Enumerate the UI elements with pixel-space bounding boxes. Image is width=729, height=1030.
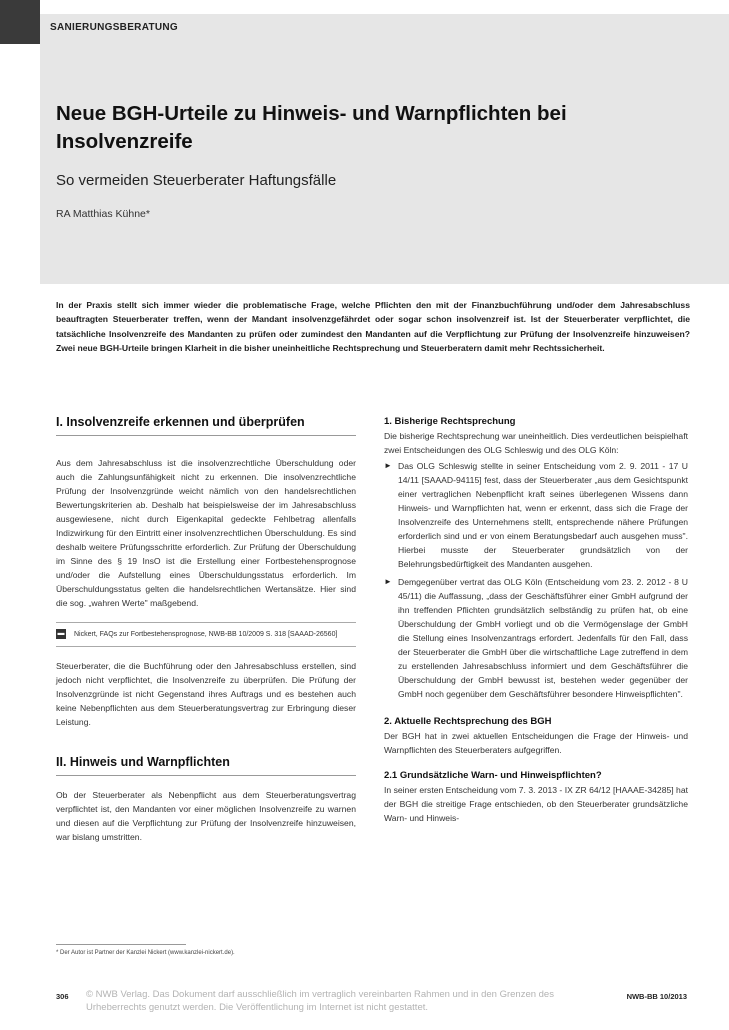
author-line: RA Matthias Kühne* xyxy=(56,208,150,220)
subheading-2: 2. Aktuelle Rechtsprechung des BGH xyxy=(384,716,552,727)
page-number: 306 xyxy=(56,992,69,1001)
section-label: SANIERUNGSBERATUNG xyxy=(40,14,729,44)
right-column xyxy=(384,415,688,825)
list-item xyxy=(384,459,688,571)
paragraph: Ob der Steuerberater als Nebenpflicht aus dem Steuerberatungsvertrag verpflichtet ist, den Mandanten vor einer möglichen Insolvenzreife zu warnen und diesen auf die Verpflichtung zur Prüfung der Insolvenzreife hinzuweisen, war bislang umstritten. xyxy=(56,790,356,842)
left-column xyxy=(56,415,356,844)
paragraph: Steuerberater, die die Buchführung oder den Jahresabschluss erstellen, sind jedoch nicht verpflichtet, die Insolvenzreife zu überprüfen. Die Prüfung der Insolvenzgründe ist nicht Gegenstand ihres Auftrags und es bestehen auch keine Nebenpflichten aus dem Steuerberatungsvertrag zur Erbringung dieser Leistung. xyxy=(56,661,356,727)
paragraph: Der BGH hat in zwei aktuellen Entscheidungen die Frage der Hinweis- und Warnpflichten des Steuerberaters aufgegriffen. xyxy=(384,731,688,755)
paragraph: In seiner ersten Entscheidung vom 7. 3. 2013 - IX ZR 64/12 [HAAAE-34285] hat der BGH die streitige Frage entschieden, ob den Steuerberater grundsätzliche Warn- und Hinweis- xyxy=(384,785,688,823)
article-title: Neue BGH-Urteile zu Hinweis- und Warnpflichten bei Insolvenzreife xyxy=(56,102,567,153)
section-heading-1: I. Insolvenzreife erkennen und überprüfen xyxy=(56,415,356,436)
reference-note xyxy=(56,622,356,647)
copyright-notice: © NWB Verlag. Das Dokument darf ausschließlich im vertraglich vereinbarten Rahmen und in den Grenzen des Urheberrechts genutzt werden. Die Veröffentlichung im Internet ist nicht gestattet. xyxy=(86,989,554,1013)
list-item-text: Demgegenüber vertrat das OLG Köln (Entscheidung vom 23. 2. 2012 - 8 U 45/11) die Auffassung, „dass der Geschäftsführer einer GmbH aufgrund der ihn treffenden Pflichten grundsätzlich selbständig zu prüfen hat, ob eine Überschuldung der GmbH vorliegt und ob die Vermögenslage der GmbH die Stellung eines Insolvenzantrags erfordert. Jedenfalls für den Fall, dass der Steuerberater die GmbH über die wirtschaftliche Lage zutreffend in dem zu erstellenden Jahresabschluss informiert und dem Geschäftsführer die Überschuldung der GmbH bewusst ist, bestehen weder gegenüber der GmbH noch gegenüber dem Geschäftsführer besondere Hinweispflichten". xyxy=(398,577,688,699)
paragraph: Aus dem Jahresabschluss ist die insolvenzrechtliche Überschuldung oder auch die Zahlungsunfähigkeit nicht zu erkennen. Die insolvenzrechtliche Prüfung der Insolvenzgründe weicht nämlich von den handelsrechtlichen Bewertungskriterien ab. Deshalb hat beispielsweise der im Jahresabschluss ausgewiesene, nicht durch Eigenkapital gedeckte Fehlbetrag allenfalls Indizwirkung für den Eintritt einer insolvenzrechtlichen Überschuldung. Es sind deshalb weitere Prüfungsschritte erforderlich. Zur Prüfung der Überschuldung im Sinne des § 19 InsO ist die Erstellung einer Fortbestehensprognose und/oder die Aufstellung eines Überschuldungsstatus erforderlich. Im Überschuldungsstatus gelten die handelsrechtlichen Wertansätze. Hier sind die sog. „wahren Werte" maßgebend. xyxy=(56,458,356,608)
note-icon: ▬ xyxy=(57,630,65,637)
subheading-1: 1. Bisherige Rechtsprechung xyxy=(384,416,516,427)
footnote: * Der Autor ist Partner der Kanzlei Nickert (www.kanzlei-nickert.de). xyxy=(56,950,235,956)
list-item xyxy=(384,575,688,701)
footnote-rule xyxy=(56,944,186,945)
header-box xyxy=(40,44,729,284)
paragraph: Die bisherige Rechtsprechung war uneinheitlich. Dies verdeutlichen beispielhaft zwei Entscheidungen des OLG Schleswig und des OLG Köln: xyxy=(384,431,688,455)
reference-text: Nickert, FAQs zur Fortbestehensprognose, NWB-BB 10/2009 S. 318 [SAAAD-26560] xyxy=(74,631,338,638)
section-tab-marker xyxy=(0,0,40,44)
list-item-text: Das OLG Schleswig stellte in seiner Entscheidung vom 2. 9. 2011 - 17 U 14/11 [SAAAD-94115] fest, dass der Steuerberater „aus dem Gesichtspunkt einer vertraglichen Nebenpflicht kraft seines überlegenen Wissens dann Hinweis- und Warnpflichten hat, wenn er erkennt, dass sich die Frage der Insolvenzreife des Unternehmens stellt, entsprechende nähere Prüfungen erforderlich sind und er von einem Beratungsbedarf auch ausgehen muss". Hierbei musste der Steuerberater grundsätzlich von der Belehrungsbedürftigkeit des Mandanten ausgehen. xyxy=(398,461,688,569)
abstract: In der Praxis stellt sich immer wieder die problematische Frage, welche Pflichten den mit der Finanzbuchführung und/oder dem Jahresabschluss beauftragten Steuerberater treffen, wenn der Mandant insolvenzgefährdet oder sogar schon insolvenzreif ist. Ist der Steuerberater verpflichtet, die tatsächliche Insolvenzreife des Mandanten zu prüfen oder zumindest den Mandanten auf die Verpflichtung zur Prüfung der Insolvenzreife hinzuweisen? Zwei neue BGH-Urteile bringen Klarheit in die bisher uneinheitliche Rechtsprechung und Steuerberatern damit mehr Rechtssicherheit. xyxy=(56,300,690,354)
issue-label: NWB-BB 10/2013 xyxy=(626,992,687,1001)
article-subtitle: So vermeiden Steuerberater Haftungsfälle xyxy=(56,172,337,189)
section-tab xyxy=(0,0,729,44)
section-heading-2: II. Hinweis und Warnpflichten xyxy=(56,755,356,776)
arrow-icon: ► xyxy=(384,577,392,586)
arrow-icon: ► xyxy=(384,461,392,470)
subheading-2-1: 2.1 Grundsätzliche Warn- und Hinweispflichten? xyxy=(384,770,602,781)
